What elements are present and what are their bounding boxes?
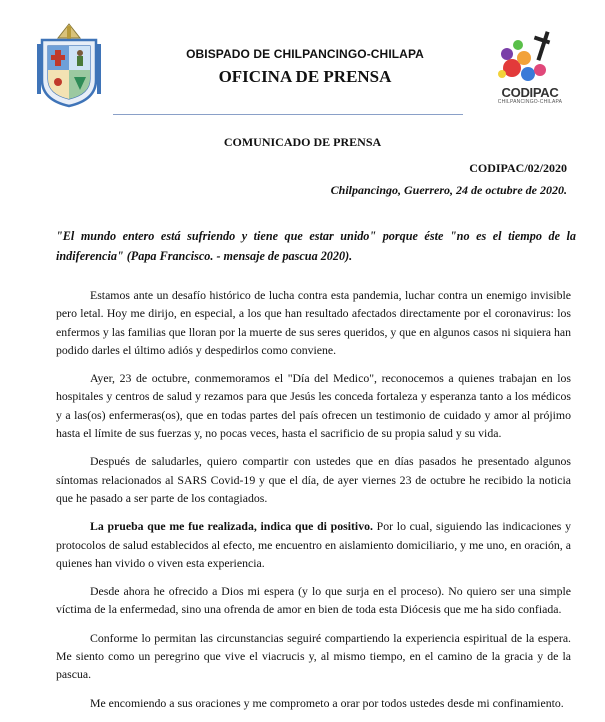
paragraph-bold-lead: La prueba que me fue realizada, indica que di positivo. [90,519,373,534]
codipac-emblem-icon [494,30,566,86]
document-body [56,286,571,712]
paragraph: Después de saludarles, quiero compartir con ustedes que en días pasados he presentado algunos síntomas relacionados al SARS Covid-19 y que el día, de ayer viernes 23 de octubre he recibido la noticia que he pasado a ser parte de los contagiados. [56,454,571,505]
document-reference: CODIPAC/02/2020 [469,161,567,175]
header-divider [113,114,463,115]
document-title: COMUNICADO DE PRENSA [223,135,382,149]
paragraph: Desde ahora he ofrecido a Dios mi espera (y lo que surja en el proceso). No quiero ser una simple víctima de la enfermedad, sino una ofrenda de amor en bien de toda esta Diócesis que me ha sido confiada. [56,584,571,617]
paragraph: Estamos ante un desafío histórico de lucha contra esta pandemia, luchar contra un enemigo invisible pero letal. Hoy me dirijo, en especial, a los que han resultado afectados directamente por el coronavirus: los enfermos y las familias que lloran por la muerte de sus seres queridos, y que en algunos casos ni siquiera han podido darles el último adiós y despedirlos como conviene. [56,288,571,357]
paragraph [56,517,571,572]
paragraph-continuation: Por lo cual, siguiendo las indicaciones y protocolos de salud establecidos al efecto, me encuentro en aislamiento domiciliario, y me uno, en oración, a quienes han vivido o viven esta experiencia. [56,519,571,570]
paragraph: Me encomiendo a sus oraciones y me comprometo a orar por todos ustedes desde mi confinamiento. [90,695,564,710]
diocese-crest-icon [34,22,104,108]
codipac-logo [494,30,566,106]
paragraph: Ayer, 23 de octubre, conmemoramos el "Día del Medico", reconocemos a quienes trabajan en los hospitales y centros de salud y rezamos para que Jesús les conceda fortaleza y esperanza tanto a los médicos y a las(os) enfermeras(os), que en todas partes del país ofrecen un testimonio de cuidado y amor al prójimo hasta el límite de sus fuerzas y, no pocas veces, hasta el sacrificio de su propia salud y su vida. [56,371,571,441]
diocese-crest-logo [34,22,104,108]
opening-quote: "El mundo entero está sufriendo y tiene que estar unido" porque éste "no es el tiempo de la indiferencia" (Papa Francisco. - mensaje de pascua 2020). [56,229,576,263]
codipac-sub-text: CHILPANCINGO-CHILAPA [497,99,563,105]
codipac-brand-text: CODIPAC [501,85,559,100]
document-dateline: Chilpancingo, Guerrero, 24 de octubre de 2020. [330,183,567,197]
office-name: OFICINA DE PRENSA [218,67,392,86]
paragraph: Conforme lo permitan las circunstancias seguiré compartiendo la experiencia espiritual de la espera. Me siento como un peregrino que vive el viacrucis y, al mismo tiempo, en el camino de la gracia y de la pascua. [56,630,571,682]
organization-name: OBISPADO DE CHILPANCINGO-CHILAPA [186,47,424,61]
